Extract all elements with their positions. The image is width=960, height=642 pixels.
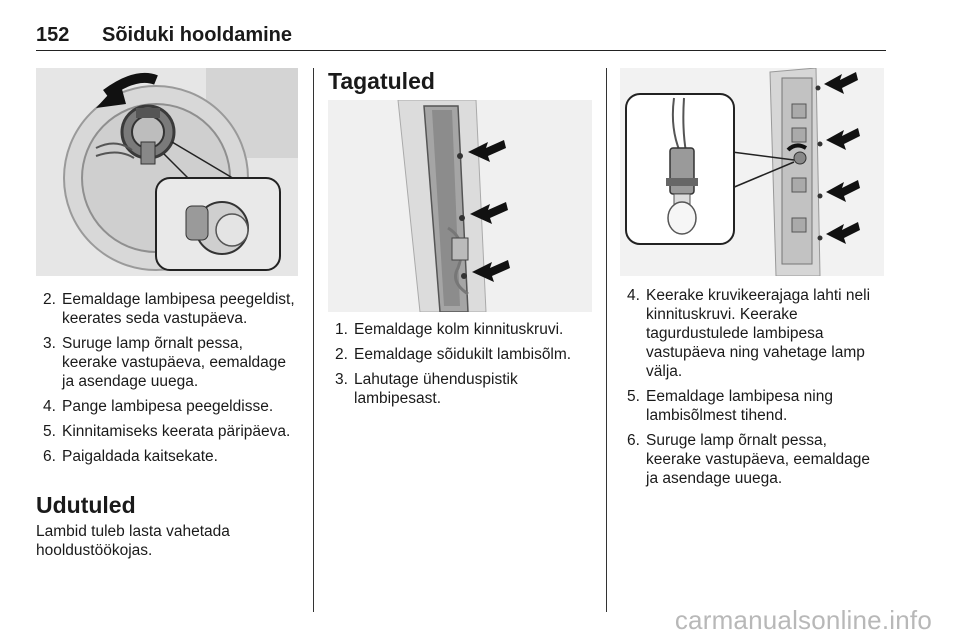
page-number: 152 xyxy=(36,24,70,46)
list-item: 5. Kinnitamiseks keerata päripäeva. xyxy=(43,423,291,440)
list-item: 3. Suruge lamp õrnalt pessa, keerake vastupäeva, eemaldage ja asendage uuega. xyxy=(43,335,287,390)
list-item: 2. Eemaldage lambipesa peegeldist, keerates seda vastupäeva. xyxy=(43,291,295,327)
column-divider-2 xyxy=(606,68,607,612)
headlamp-bulb-figure xyxy=(36,68,298,276)
section-title-fog-lights: Udutuled xyxy=(36,492,136,518)
list-item: 3. Lahutage ühenduspistik lambipesast. xyxy=(335,371,518,407)
right-steps-list xyxy=(620,286,886,494)
list-item: 6. Paigaldada kaitsekate. xyxy=(43,448,218,465)
list-item: 2. Eemaldage sõidukilt lambisõlm. xyxy=(335,346,572,363)
list-item: 4. Keerake kruvikeerajaga lahti neli kinnituskruvi. Keerake tagurdustulede lambipesa vastupäeva ning vahetage lamp välja. xyxy=(627,287,871,380)
page-header xyxy=(36,22,886,51)
tail-lamp-bulb-figure xyxy=(620,68,884,276)
middle-steps-list xyxy=(328,320,598,414)
watermark: carmanualsonline.info xyxy=(674,605,932,635)
column-divider-1 xyxy=(313,68,314,612)
list-item: 6. Suruge lamp õrnalt pessa, keerake vastupäeva, eemaldage ja asendage uuega. xyxy=(627,432,871,487)
tail-lamp-screws-figure xyxy=(328,100,592,312)
list-item: 5. Eemaldage lambipesa ning lambisõlmest tihend. xyxy=(627,388,833,424)
left-steps-list xyxy=(36,290,302,472)
fog-lights-text: Lambid tuleb lasta vahetada hooldustöökojas. xyxy=(36,523,230,559)
chapter-title: Sõiduki hooldamine xyxy=(102,24,293,46)
list-item: 4. Pange lambipesa peegeldisse. xyxy=(43,398,274,415)
list-item: 1. Eemaldage kolm kinnituskruvi. xyxy=(335,321,564,338)
section-title-tail-lights: Tagatuled xyxy=(328,68,435,94)
